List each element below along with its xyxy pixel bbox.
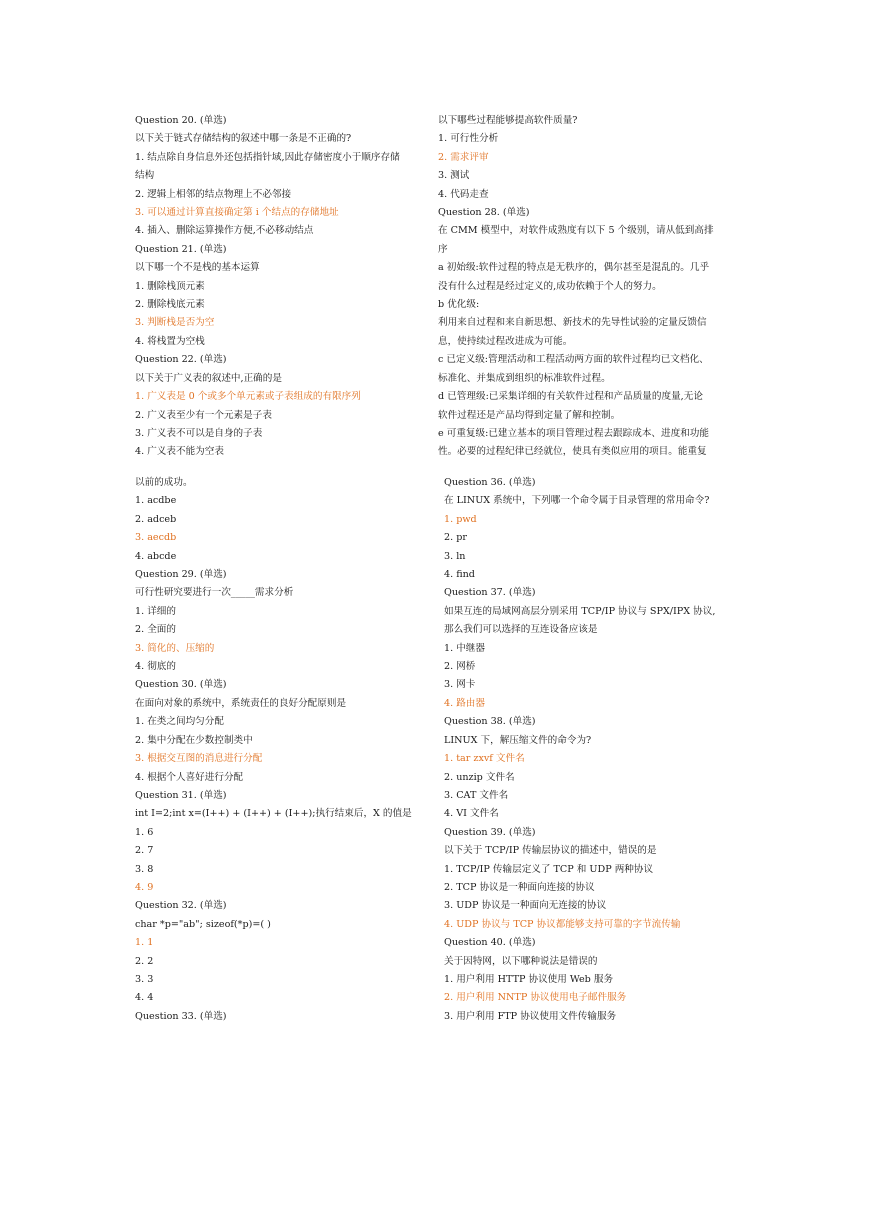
question-text: 以下哪一个不是栈的基本运算 [135, 262, 260, 274]
answer-option: 4. 4 [135, 992, 154, 1004]
correct-answer-option: 3. 可以通过计算直接确定第 i 个结点的存储地址 [135, 207, 339, 219]
correct-answer-option: 3. aecdb [135, 532, 177, 544]
question-heading: Question 21. (单选) [135, 243, 227, 255]
question-text: LINUX 下，解压缩文件的命令为? [444, 734, 592, 746]
column-top-left [135, 112, 432, 462]
correct-answer-option: 4. 路由器 [444, 697, 485, 709]
question-text: 以前的成功。 [135, 477, 193, 488]
answer-option: 2. pr [444, 532, 467, 544]
correct-answer-option: 2. 需求评审 [438, 151, 489, 163]
answer-option: 4. abcde [135, 550, 177, 562]
question-text: 软件过程还是产品均得到定量了解和控制。 [438, 409, 621, 421]
correct-answer-option: 3. 根据交互图的消息进行分配 [135, 753, 263, 765]
question-text: d 已管理级:已采集详细的有关软件过程和产品质量的度量,无论 [438, 391, 703, 403]
answer-option: 3. 8 [135, 863, 154, 875]
answer-option: 2. 7 [135, 845, 154, 857]
answer-option: 4. 将栈置为空栈 [135, 335, 205, 347]
answer-option: 4. find [444, 569, 475, 581]
answer-option: 2. 删除栈底元素 [135, 299, 205, 311]
answer-option: 2. TCP 协议是一种面向连接的协议 [444, 881, 595, 893]
correct-answer-option: 1. 广义表是 0 个或多个单元素或子表组成的有限序列 [135, 391, 361, 403]
question-text: 那么我们可以选择的互连设备应该是 [444, 624, 598, 636]
question-heading: Question 32. (单选) [135, 900, 227, 912]
question-text: 性。必要的过程纪律已经就位，使具有类似应用的项目。能重复 [438, 446, 707, 458]
question-text: 在 CMM 模型中，对软件成熟度有以下 5 个级别，请从低到高排 [438, 225, 714, 237]
question-text: 标准化、并集成到组织的标准软件过程。 [438, 372, 611, 384]
question-text: int I=2;int x=(I++) + (I++) + (I++);执行结束后，X 的值是 [135, 808, 412, 820]
question-text: 没有什么过程是经过定义的,成功依赖于个人的努力。 [438, 280, 662, 292]
correct-answer-option: 4. UDP 协议与 TCP 协议都能够支持可靠的字节流传输 [444, 918, 681, 930]
answer-option: 2. unzip 文件名 [444, 771, 515, 783]
question-text: 以下哪些过程能够提高软件质量? [438, 115, 578, 126]
answer-option: 1. TCP/IP 传输层定义了 TCP 和 UDP 两种协议 [444, 863, 654, 875]
answer-option: 3. 广义表不可以是自身的子表 [135, 427, 263, 439]
question-heading: Question 33. (单选) [135, 1010, 227, 1022]
answer-option: 3. UDP 协议是一种面向无连接的协议 [444, 900, 607, 912]
correct-answer-option: 3. 判断栈是否为空 [135, 317, 215, 329]
question-text: 序 [438, 243, 448, 255]
answer-option: 4. VI 文件名 [444, 808, 499, 820]
answer-option: 2. 全面的 [135, 624, 176, 636]
correct-answer-option: 4. 9 [135, 881, 154, 893]
answer-option: 2. 网桥 [444, 661, 476, 673]
question-heading: Question 36. (单选) [444, 477, 536, 488]
answer-option: 1. 可行性分析 [438, 133, 499, 145]
answer-option: 1. 删除栈顶元素 [135, 280, 205, 292]
answer-option: 3. 测试 [438, 170, 470, 182]
question-text: c 已定义级:管理活动和工程活动两方面的软件过程均已文档化、 [438, 354, 709, 366]
question-heading: Question 38. (单选) [444, 716, 536, 728]
question-heading: Question 40. (单选) [444, 937, 536, 949]
column-bottom-right [444, 474, 741, 1026]
answer-option: 1. 6 [135, 826, 154, 838]
question-heading: Question 29. (单选) [135, 569, 227, 581]
answer-option: 2. 集中分配在少数控制类中 [135, 734, 253, 746]
answer-option: 3. CAT 文件名 [444, 789, 509, 801]
answer-option: 1. 在类之间均匀分配 [135, 716, 224, 728]
answer-option: 4. 插入、删除运算操作方便,不必移动结点 [135, 225, 314, 237]
question-text: 息，使持续过程改进成为可能。 [438, 335, 573, 347]
question-text: 以下关于广义表的叙述中,正确的是 [135, 372, 282, 384]
correct-answer-option: 1. pwd [444, 513, 477, 525]
answer-option: 1. 中继器 [444, 642, 485, 654]
correct-answer-option: 3. 简化的、压缩的 [135, 642, 215, 654]
question-text: 以下关于链式存储结构的叙述中哪一条是不正确的? [135, 133, 352, 145]
question-heading: Question 37. (单选) [444, 587, 536, 599]
answer-option: 1. 结点除自身信息外还包括指针域,因此存储密度小于顺序存储 [135, 151, 400, 163]
answer-option: 4. 彻底的 [135, 661, 176, 673]
question-heading: Question 31. (单选) [135, 789, 227, 801]
answer-option: 3. 网卡 [444, 679, 476, 691]
question-text: b 优化级: [438, 299, 480, 311]
answer-option: 3. 用户利用 FTP 协议使用文件传输服务 [444, 1010, 617, 1022]
answer-option: 1. acdbe [135, 495, 177, 507]
question-text: 利用来自过程和来自新思想、新技术的先导性试验的定量反馈信 [438, 317, 707, 329]
correct-answer-option: 2. 用户利用 NNTP 协议使用电子邮件服务 [444, 992, 627, 1004]
question-heading: Question 30. (单选) [135, 679, 227, 691]
correct-answer-option: 1. 1 [135, 937, 154, 949]
answer-option: 2. 2 [135, 955, 154, 967]
answer-option: 1. 详细的 [135, 605, 176, 617]
answer-option: 4. 广义表不能为空表 [135, 446, 224, 458]
question-text: 在 LINUX 系统中，下列哪一个命令属于目录管理的常用命令? [444, 495, 710, 507]
column-bottom-left [135, 474, 432, 1026]
question-text: e 可重复级:已建立基本的项目管理过程去跟踪成本、进度和功能 [438, 427, 709, 439]
question-text: a 初始级:软件过程的特点是无秩序的，偶尔甚至是混乱的。几乎 [438, 262, 710, 274]
question-heading: Question 20. (单选) [135, 115, 227, 126]
column-top-right [438, 112, 735, 462]
question-text: 结构 [135, 170, 155, 182]
answer-option: 4. 代码走查 [438, 188, 489, 200]
answer-option: 3. 3 [135, 973, 154, 985]
question-text: char *p="ab"; sizeof(*p)=( ) [135, 918, 271, 930]
question-text: 可行性研究要进行一次_____需求分析 [135, 587, 294, 599]
question-heading: Question 28. (单选) [438, 207, 530, 219]
question-text: 在面向对象的系统中，系统责任的良好分配原则是 [135, 697, 347, 709]
correct-answer-option: 1. tar zxvf 文件名 [444, 753, 525, 765]
answer-option: 3. ln [444, 550, 466, 562]
answer-option: 2. adceb [135, 513, 177, 525]
answer-option: 2. 广义表至少有一个元素是子表 [135, 409, 272, 421]
question-text: 以下关于 TCP/IP 传输层协议的描述中，错误的是 [444, 845, 657, 857]
answer-option: 1. 用户利用 HTTP 协议使用 Web 服务 [444, 973, 614, 985]
question-heading: Question 22. (单选) [135, 354, 227, 366]
answer-option: 4. 根据个人喜好进行分配 [135, 771, 244, 783]
question-heading: Question 39. (单选) [444, 826, 536, 838]
question-text: 如果互连的局域网高层分别采用 TCP/IP 协议与 SPX/IPX 协议, [444, 605, 716, 617]
answer-option: 2. 逻辑上相邻的结点物理上不必邻接 [135, 188, 292, 200]
question-text: 关于因特网，以下哪种说法是错误的 [444, 955, 598, 967]
